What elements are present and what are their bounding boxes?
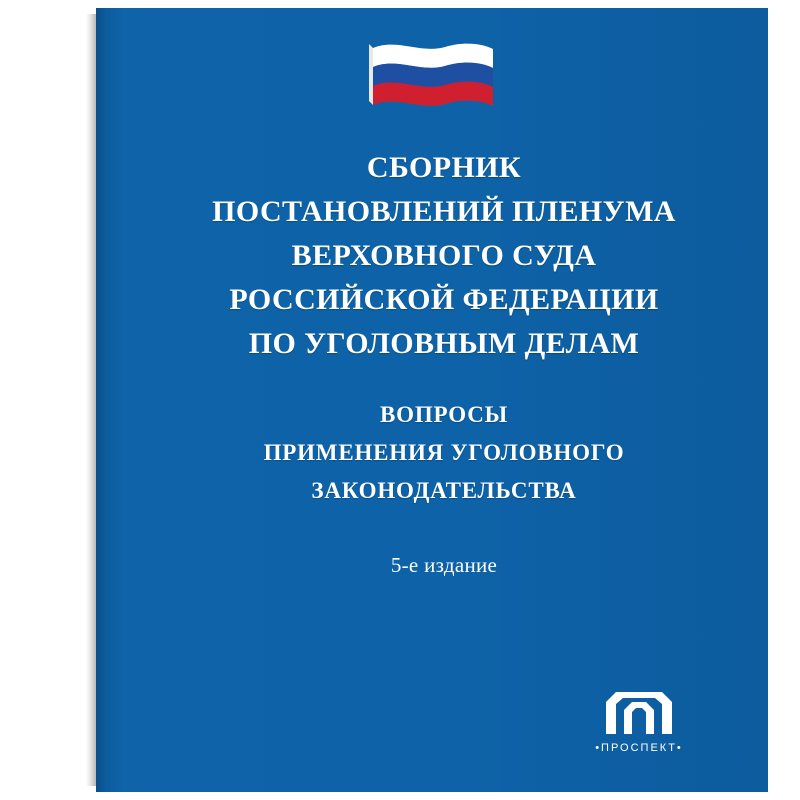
cover-subtitle xyxy=(96,396,768,510)
edition-label: 5-е издание xyxy=(390,553,498,577)
cover-title xyxy=(96,146,768,366)
page-edges xyxy=(86,14,96,786)
title-line-5: ПО УГОЛОВНЫМ ДЕЛАМ xyxy=(248,327,640,360)
title-line-1: СБОРНИК xyxy=(366,151,522,184)
russian-flag-icon xyxy=(367,38,497,120)
prospekt-arch-logo-icon xyxy=(602,684,676,736)
subtitle-line-2: ПРИМЕНЕНИЯ УГОЛОВНОГО xyxy=(263,440,625,465)
cover-panel xyxy=(96,8,768,792)
title-line-4: РОССИЙСКОЙ ФЕДЕРАЦИИ xyxy=(229,283,659,316)
title-line-3: ВЕРХОВНОГО СУДА xyxy=(291,239,597,272)
title-line-2: ПОСТАНОВЛЕНИЙ ПЛЕНУМА xyxy=(212,195,676,228)
publisher-block xyxy=(564,684,714,754)
subtitle-line-3: ЗАКОНОДАТЕЛЬСТВА xyxy=(311,478,577,503)
publisher-name: •ПРОСПЕКТ• xyxy=(595,742,683,754)
subtitle-line-1: ВОПРОСЫ xyxy=(379,402,508,427)
